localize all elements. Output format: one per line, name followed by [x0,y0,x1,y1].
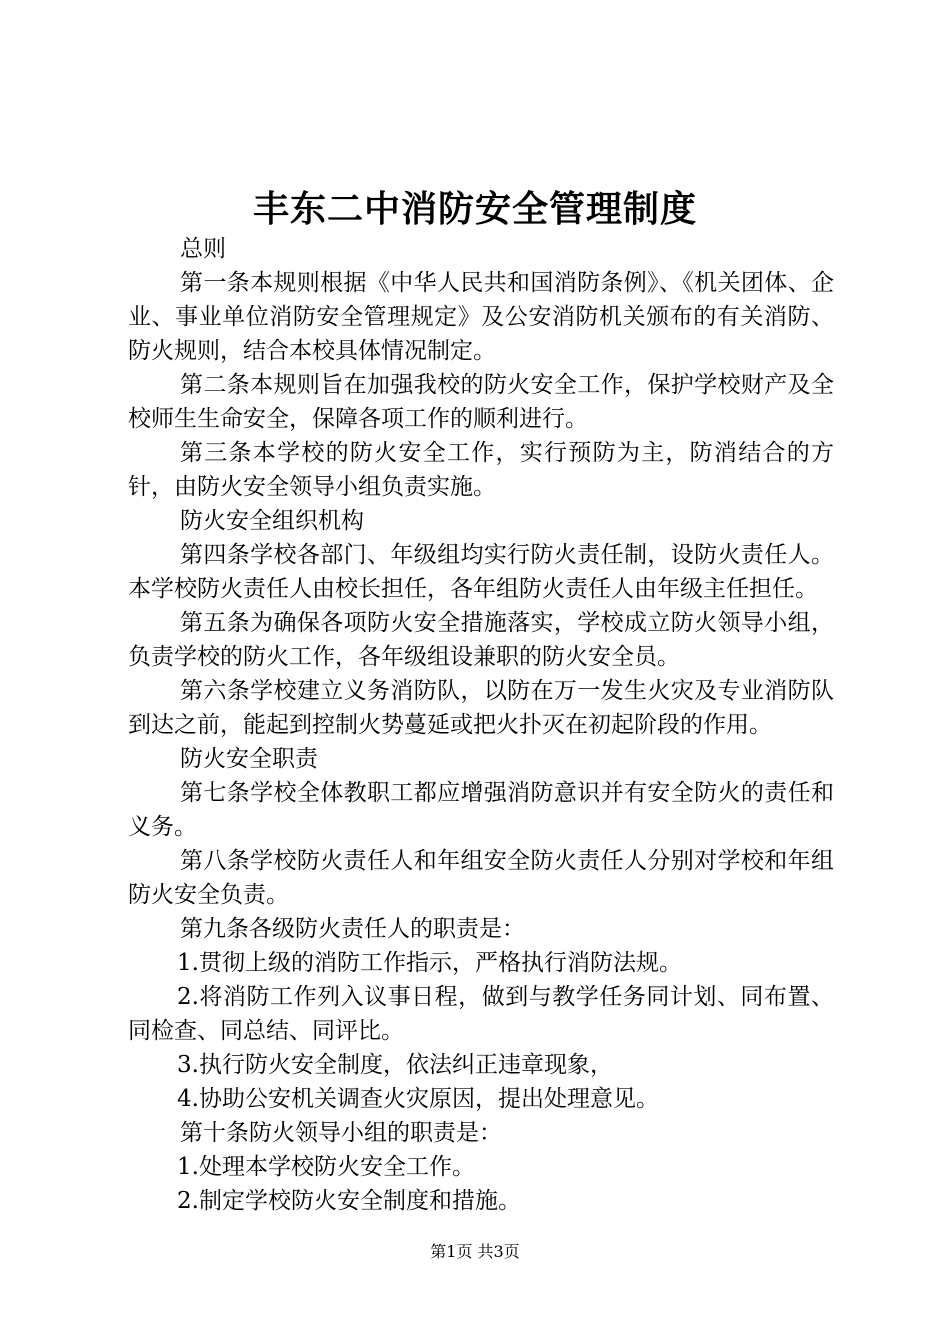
article-3: 第三条本学校的防火安全工作，实行预防为主，防消结合的方针，由防火安全领导小组负责实施。 [128,440,834,500]
section-heading-general: 总则 [180,236,226,262]
section-heading-organization: 防火安全组织机构 [180,508,364,534]
article-5: 第五条为确保各项防火安全措施落实，学校成立防火领导小组，负责学校的防火工作，各年级组设兼职的防火安全员。 [128,610,834,670]
article-7: 第七条学校全体教职工都应增强消防意识并有安全防火的责任和义务。 [128,780,834,840]
article-9-item-3: 3.执行防火安全制度，依法纠正违章现象， [177,1052,613,1078]
section-heading-duties: 防火安全职责 [180,746,318,772]
document-title: 丰东二中消防安全管理制度 [252,188,697,230]
article-8: 第八条学校防火责任人和年组安全防火责任人分别对学校和年组防火安全负责。 [128,848,834,908]
article-4: 第四条学校各部门、年级组均实行防火责任制，设防火责任人。本学校防火责任人由校长担任，各年组防火责任人由年级主任担任。 [128,542,834,602]
article-2: 第二条本规则旨在加强我校的防火安全工作，保护学校财产及全校师生生命安全，保障各项工作的顺利进行。 [128,372,834,432]
article-9-heading: 第九条各级防火责任人的职责是： [180,916,525,942]
article-9-item-2: 2.将消防工作列入议事日程，做到与教学任务同计划、同布置、同检查、同总结、同评比。 [128,984,834,1044]
article-10-item-1: 1.处理本学校防火安全工作。 [177,1154,475,1180]
article-9-item-1: 1.贯彻上级的消防工作指示，严格执行消防法规。 [177,950,682,976]
article-9-item-4: 4.协助公安机关调查火灾原因，提出处理意见。 [177,1086,659,1112]
article-1: 第一条本规则根据《中华人民共和国消防条例》、《机关团体、企业、事业单位消防安全管理规定》及公安消防机关颁布的有关消防、防火规则，结合本校具体情况制定。 [128,270,834,364]
article-6: 第六条学校建立义务消防队，以防在万一发生火灾及专业消防队到达之前，能起到控制火势蔓延或把火扑灭在初起阶段的作用。 [128,678,834,738]
page-footer: 第1页 共3页 [430,1242,520,1261]
document-body [128,232,834,1218]
article-10-item-2: 2.制定学校防火安全制度和措施。 [177,1188,521,1214]
article-10-heading: 第十条防火领导小组的职责是： [180,1120,502,1146]
